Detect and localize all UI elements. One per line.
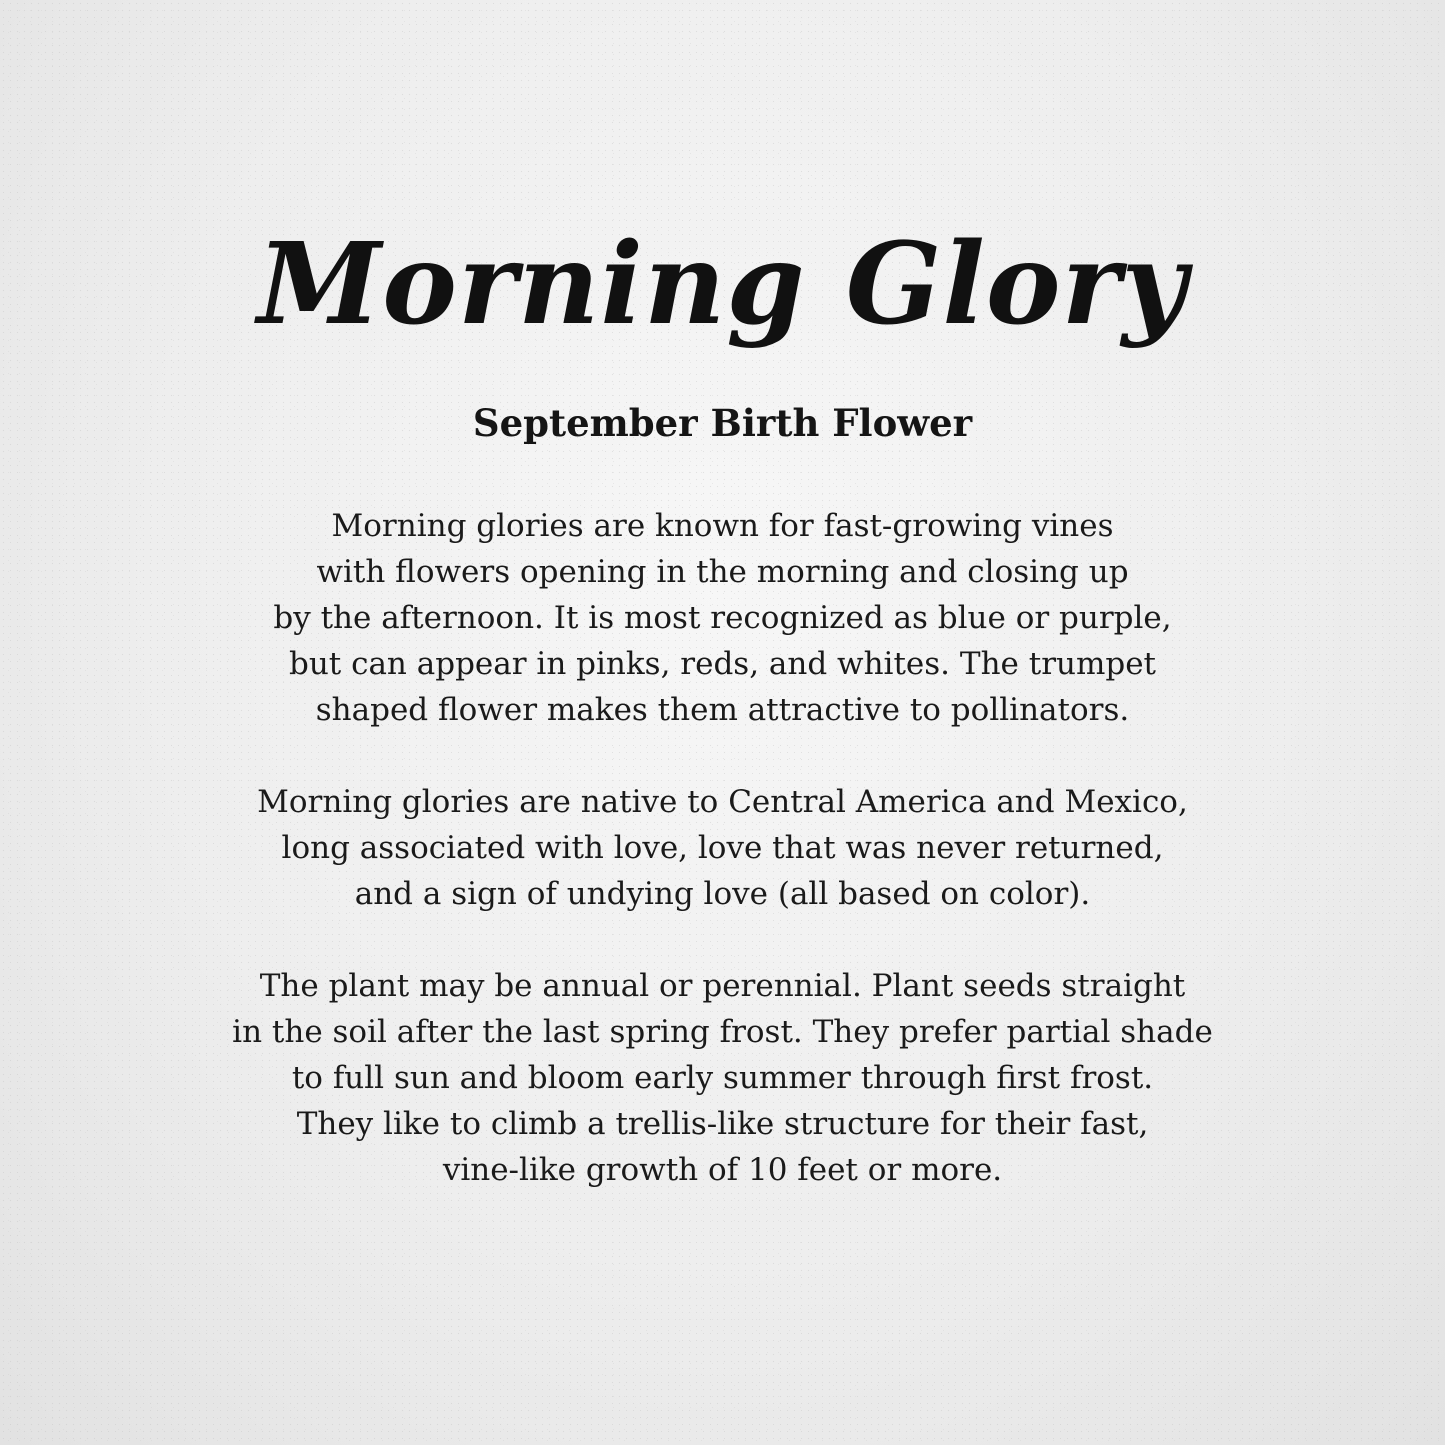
page-title: Morning Glory: [257, 219, 1188, 350]
page-subtitle: September Birth Flower: [472, 401, 973, 445]
paragraph-growing: [0, 963, 1445, 1193]
paragraph-line: long associated with love, love that was never returned,: [281, 830, 1164, 866]
paragraph-description: [0, 503, 1445, 733]
paragraph-origin: [0, 779, 1445, 917]
paragraph-line: shaped flower makes them attractive to pollinators.: [315, 692, 1130, 728]
paragraph-line: They like to climb a trellis-like structure for their fast,: [296, 1106, 1149, 1142]
paragraph-line: The plant may be annual or perennial. Plant seeds straight: [259, 968, 1186, 1004]
paragraph-line: but can appear in pinks, reds, and whites. The trumpet: [288, 646, 1157, 682]
paragraph-line: and a sign of undying love (all based on color).: [354, 876, 1091, 912]
paragraph-line: Morning glories are known for fast-growing vines: [331, 508, 1114, 544]
paragraph-line: by the afternoon. It is most recognized as blue or purple,: [273, 600, 1172, 636]
paragraph-line: to full sun and bloom early summer through first frost.: [291, 1060, 1154, 1096]
paragraph-line: with flowers opening in the morning and closing up: [316, 554, 1129, 590]
paragraph-line: Morning glories are native to Central America and Mexico,: [257, 784, 1188, 820]
paragraph-line: in the soil after the last spring frost. They prefer partial shade: [232, 1014, 1213, 1050]
paragraph-line: vine-like growth of 10 feet or more.: [442, 1152, 1003, 1188]
